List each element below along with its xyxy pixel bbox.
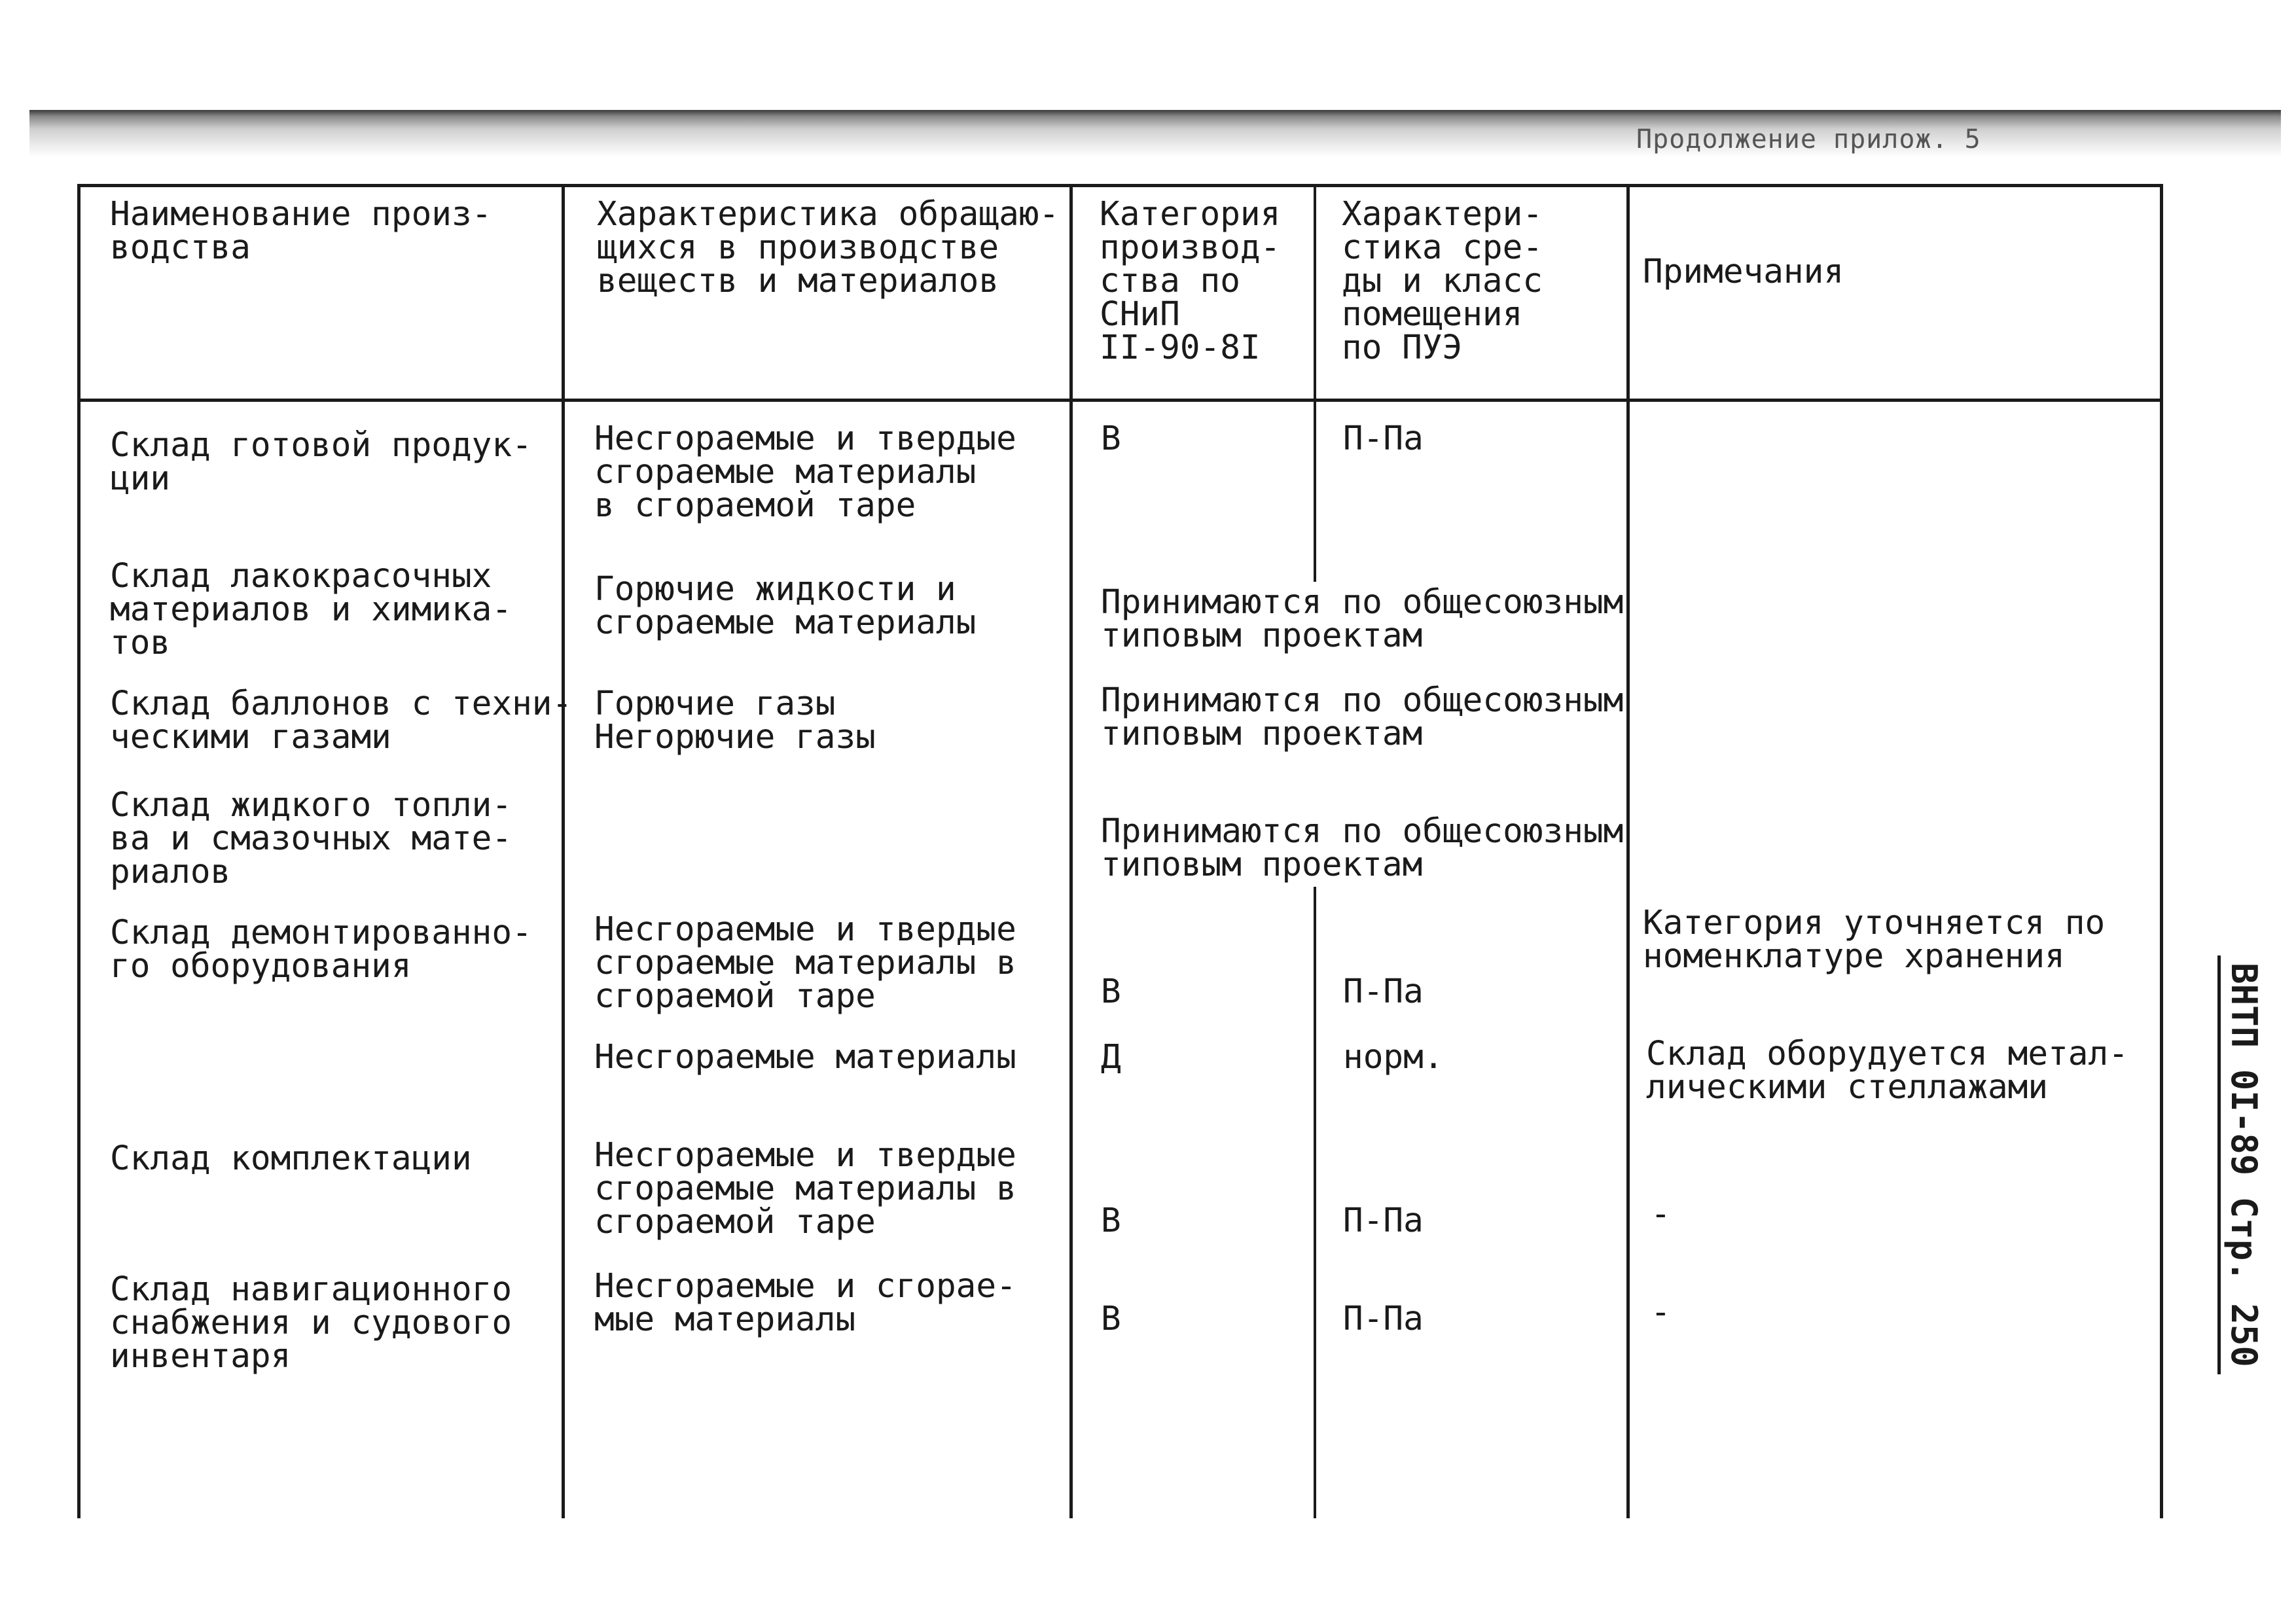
- row-6-note: Склад оборудуется метал- лическими стеллажами: [1646, 1035, 2128, 1107]
- row-5-environment: П-Па: [1343, 972, 1424, 1011]
- document-side-label: [2206, 955, 2276, 1374]
- row-6-materials: Несгораемые материалы: [594, 1038, 1016, 1077]
- row-3-merged-note: Принимаются по общесоюзным типовым проектам: [1101, 681, 1624, 753]
- column-divider-2: [1069, 186, 1073, 1518]
- row-2-name: Склад лакокрасочных материалов и химика- тов: [110, 557, 512, 662]
- row-5-materials: Несгораемые и твердые сгораемые материалы в сгораемой таре: [594, 910, 1016, 1016]
- row-2-merged-note: Принимаются по общесоюзным типовым проектам: [1101, 583, 1624, 655]
- row-7-category: В: [1101, 1202, 1121, 1240]
- continuation-note: Продолжение прилож. 5: [1636, 124, 1981, 154]
- row-1-environment: П-Па: [1343, 419, 1424, 458]
- row-1-name: Склад готовой продук- ции: [110, 426, 532, 498]
- row-1-category: В: [1101, 419, 1121, 458]
- document-code-page: ВНТП 0I-89 Стр. 250: [2217, 955, 2265, 1374]
- table-border-top: [77, 184, 2163, 187]
- row-8-category: В: [1101, 1300, 1121, 1338]
- row-8-name: Склад навигационного снабжения и судового инвентаря: [110, 1270, 512, 1376]
- row-8-environment: П-Па: [1343, 1300, 1424, 1338]
- column-divider-3-bottom: [1314, 887, 1316, 1518]
- row-1-materials: Несгораемые и твердые сгораемые материалы в сгораемой таре: [594, 419, 1016, 525]
- row-3-materials: Горючие газы Негорючие газы: [594, 685, 876, 757]
- header-environment: Характери- стика сре- ды и класс помещения по ПУЭ: [1342, 195, 1543, 367]
- row-6-environment: норм.: [1343, 1038, 1444, 1077]
- row-7-name: Склад комплектации: [110, 1139, 472, 1178]
- row-8-note: -: [1651, 1293, 1671, 1332]
- row-3-name: Склад баллонов с техни- ческими газами: [110, 685, 573, 757]
- table-border-right: [2160, 186, 2163, 1518]
- header-production-name: Наименование произ- водства: [110, 195, 492, 267]
- column-divider-4: [1626, 186, 1630, 1518]
- header-materials: Характеристика обращаю- щихся в производстве веществ и материалов: [597, 195, 1060, 300]
- column-divider-3-top: [1314, 186, 1316, 582]
- table-border-left: [77, 186, 81, 1518]
- column-divider-1: [562, 186, 565, 1518]
- row-7-environment: П-Па: [1343, 1202, 1424, 1240]
- row-7-materials: Несгораемые и твердые сгораемые материалы в сгораемой таре: [594, 1136, 1016, 1241]
- row-2-materials: Горючие жидкости и сгораемые материалы: [594, 570, 977, 642]
- row-5-note: Категория уточняется по номенклатуре хранения: [1643, 904, 2106, 976]
- row-8-materials: Несгораемые и сгорае- мые материалы: [594, 1267, 1016, 1339]
- header-notes: Примечания: [1643, 253, 1844, 291]
- row-4-merged-note: Принимаются по общесоюзным типовым проектам: [1101, 812, 1624, 884]
- row-6-category: Д: [1101, 1038, 1121, 1077]
- row-4-name: Склад жидкого топли- ва и смазочных мате- риалов: [110, 786, 512, 891]
- header-separator: [77, 399, 2163, 402]
- row-5-category: В: [1101, 972, 1121, 1011]
- header-category: Категория производ- ства по СНиП II-90-8I: [1100, 195, 1281, 367]
- row-7-note: -: [1651, 1195, 1671, 1234]
- row-5-name: Склад демонтированно- го оборудования: [110, 914, 532, 986]
